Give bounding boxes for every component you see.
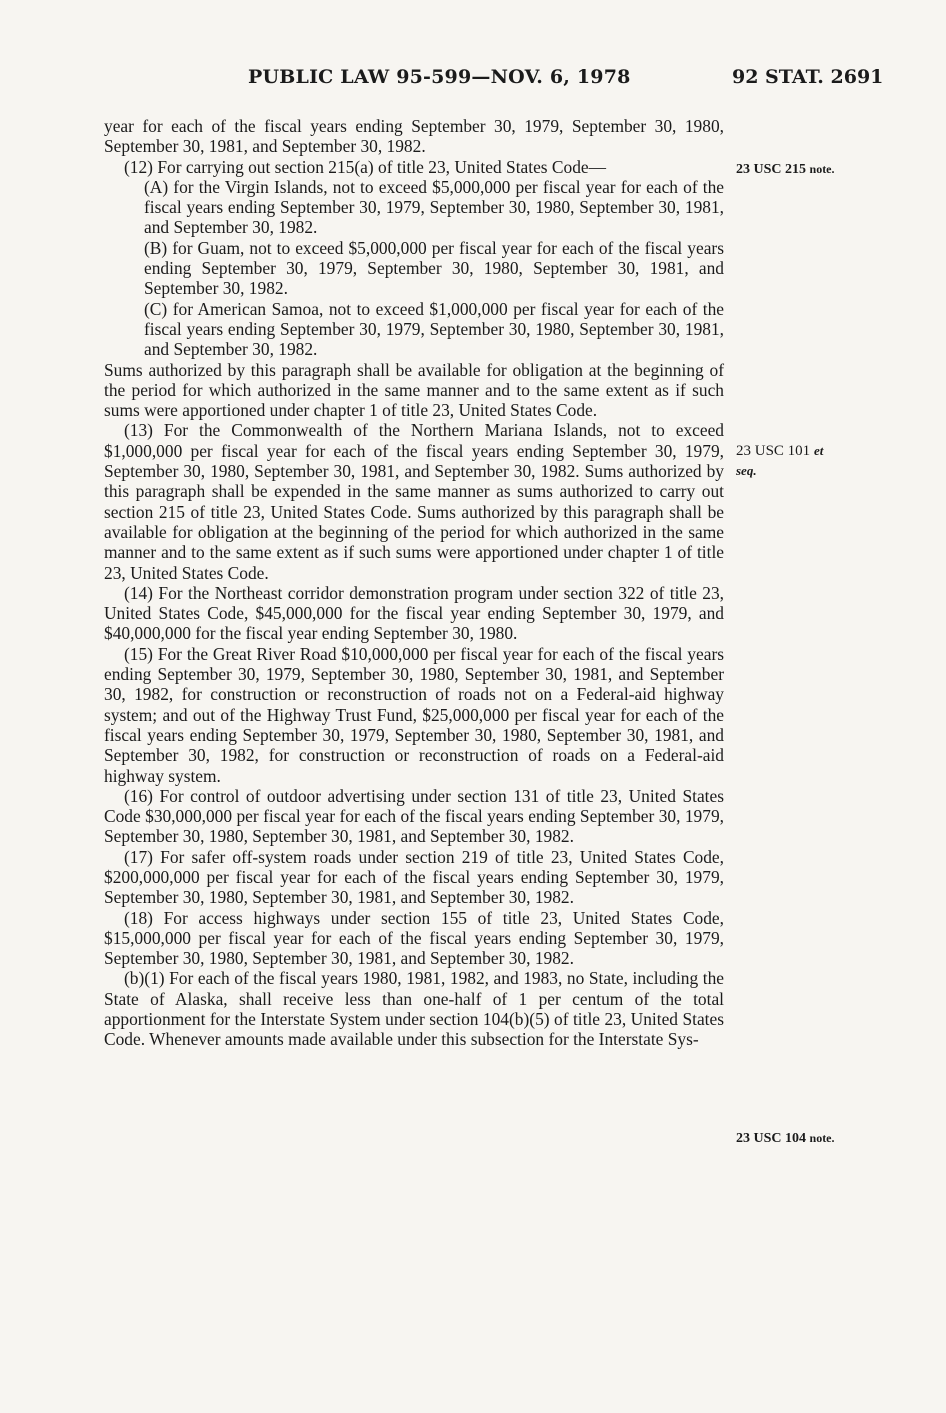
paragraph-12-a-text: (A) for the Virgin Islands, not to exceed $5,000,000 per fiscal year for each of the fiscal years ending September 30, 1979, September 30, 1980, September 30, 1981, and September 30, 1982. (144, 176, 724, 238)
margin-note-usc-101-et: et (813, 443, 824, 458)
statute-page-number: 92 STAT. 2691 (732, 66, 884, 88)
paragraph-12-c (104, 299, 724, 360)
paragraph-15: (15) For the Great River Road $10,000,000 per fiscal year for each of the fiscal years ending September 30, 1979, September 30, 1980, September 30, 1981, and September 30, 1982, for construction or reconstruction of roads not on a Federal-aid highway system; and out of the Highway Trust Fund, $25,000,000 per fiscal year for each of the fiscal years ending September 30, 1979, September 30, 1980, September 30, 1981, and September 30, 1982, for construction or reconstruction of roads on a Federal-aid highway system. (104, 643, 724, 786)
paragraph-12-b-text: (B) for Guam, not to exceed $5,000,000 per fiscal year for each of the fiscal years ending September 30, 1979, September 30, 1980, September 30, 1981, and September 30, 1982. (144, 237, 724, 299)
body-text (104, 116, 724, 1050)
paragraph-13: (13) For the Commonwealth of the Northern Mariana Islands, not to exceed $1,000,000 per fiscal year for each of the fiscal years ending September 30, 1979, September 30, 1980, September 30, 1981, and September 30, 1982. Sums authorized by this paragraph shall be expended in the same manner as sums authorized to carry out section 215 of title 23, United States Code. Sums authorized by this paragraph shall be available for obligation at the beginning of the period for which authorized in the same manner and to the same extent as if such sums were apportioned under chapter 1 of title 23, United States Code. (104, 420, 724, 583)
margin-note-usc-215-suffix: note. (809, 162, 835, 176)
paragraph-18: (18) For access highways under section 155 of title 23, United States Code, $15,000,000 per fiscal year for each of the fiscal years ending September 30, 1979, September 30, 1980, September 30, 1981, and September 30, 1982. (104, 907, 724, 969)
paragraph-12-b (104, 238, 724, 299)
margin-note-usc-104 (736, 1131, 835, 1147)
margin-note-usc-104-suffix: note. (809, 1131, 835, 1145)
paragraph-12: (12) For carrying out section 215(a) of title 23, United States Code— (124, 156, 607, 177)
margin-note-usc-101 (736, 441, 823, 481)
paragraph-16: (16) For control of outdoor advertising under section 131 of title 23, United States Code $30,000,000 per fiscal year for each of the fiscal years ending September 30, 1979, September 30, 1980, September 30, 1981, and September 30, 1982. (104, 785, 724, 847)
paragraph-continuation: year for each of the fiscal years ending September 30, 1979, September 30, 1980, September 30, 1981, and September 30, 1982. (104, 116, 724, 157)
running-header-title: PUBLIC LAW 95-599—NOV. 6, 1978 (248, 66, 631, 88)
margin-note-usc-101-citation: 23 USC 101 (736, 443, 811, 459)
paragraph-12-a (104, 177, 724, 238)
margin-note-usc-215 (736, 162, 835, 178)
paragraph-b-1: (b)(1) For each of the fiscal years 1980, 1981, 1982, and 1983, no State, including the State of Alaska, shall receive less than one-half of 1 per centum of the total apportionment for the Interstate System under section 104(b)(5) of title 23, United States Code. Whenever amounts made available under this subsection for the Interstate Sys- (104, 968, 724, 1050)
margin-note-usc-104-citation: 23 USC 104 (736, 1131, 807, 1146)
paragraph-14: (14) For the Northeast corridor demonstration program under section 322 of title 23, United States Code, $45,000,000 for the fiscal year ending September 30, 1979, and $40,000,000 for the fiscal year ending September 30, 1980. (104, 582, 724, 644)
paragraph-12-sums: Sums authorized by this paragraph shall be available for obligation at the beginning of the period for which authorized in the same manner and to the same extent as if such sums were apportioned under chapter 1 of title 23, United States Code. (104, 359, 724, 421)
paragraph-12-c-text: (C) for American Samoa, not to exceed $1,000,000 per fiscal year for each of the fiscal years ending September 30, 1979, September 30, 1980, September 30, 1981, and September 30, 1982. (144, 298, 724, 360)
margin-note-usc-101-seq: seq. (736, 463, 757, 478)
margin-note-usc-215-citation: 23 USC 215 (736, 162, 807, 177)
paragraph-17: (17) For safer off-system roads under section 219 of title 23, United States Code, $200,000,000 per fiscal year for each of the fiscal years ending September 30, 1979, September 30, 1980, September 30, 1981, and September 30, 1982. (104, 846, 724, 908)
